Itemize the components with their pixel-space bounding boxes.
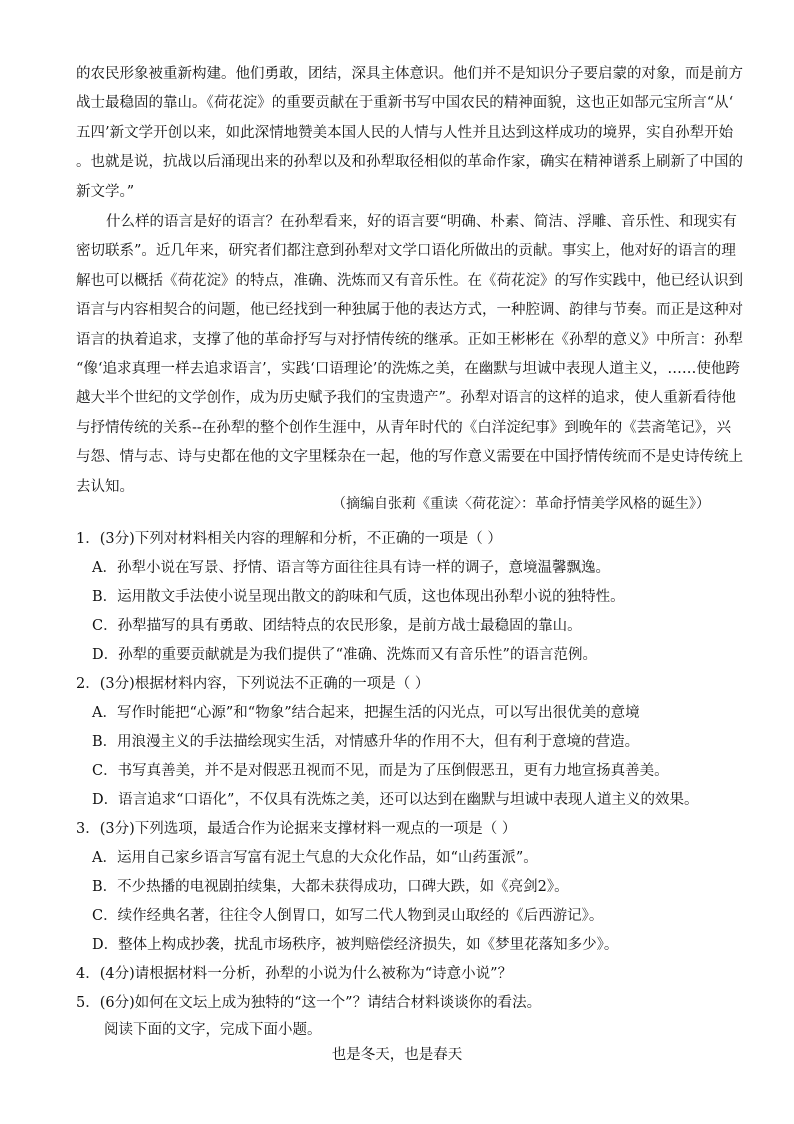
passage-line: 战士最稳固的靠山。《荷花淀》的重要贡献在于重新书写中国农民的精神面貌，这也正如郜元宝所言“从‘ [76,95,734,112]
passage-line: 语言的执着追求，支撑了他的革命抒写与对抒情传统的继承。正如王彬彬在《孙犁的意义》中所言：孙犁 [76,331,743,348]
passage-line: 语言与内容相契合的问题，他已经找到一种独属于他的表达方式，一种腔调、韵律与节奏。而正是这种对 [76,302,743,319]
passage-paragraph-1 [76,60,743,207]
passage-line: 什么样的语言是好的语言？在孙犁看来，好的语言要“明确、朴素、简洁、浮雕、音乐性、和现实有 [106,214,737,230]
question-2-option-d: D．语言追求“口语化”，不仅具有洗炼之美，还可以达到在幽默与坦诚中表现人道主义的效果。 [92,792,699,808]
passage-line: 解也可以概括《荷花淀》的特点，准确、洗炼而又有音乐性。在《荷花淀》的写作实践中，他已经认识到 [76,272,743,289]
question-1-option-b: B．运用散文手法使小说呈现出散文的韵味和气质，这也体现出孙犁小说的独特性。 [92,589,625,605]
question-4-stem: 4．(4分)请根据材料一分析，孙犁的小说为什么被称为“诗意小说”？ [76,966,513,982]
reading-title: 也是冬天，也是春天 [331,1047,463,1063]
question-3-stem: 3．(3分)下列选项，最适合作为论据来支撑材料一观点的一项是（ ） [76,821,517,837]
question-3-option-d: D．整体上构成抄袭，扰乱市场秩序，被判赔偿经济损失，如《梦里花落知多少》。 [92,937,619,953]
question-2-option-c: C．书写真善美，并不是对假恶丑视而不见，而是为了压倒假恶丑，更有力地宣扬真善美。 [92,763,669,779]
question-2-option-a: A．写作时能把“心源”和“物象”结合起来，把握生活的闪光点，可以写出很优美的意境 [92,705,640,721]
question-5-stem: 5．(6分)如何在文坛上成为独特的“这一个”？请结合材料谈谈你的看法。 [76,995,542,1011]
passage-line: “像‘追求真理一样去追求语言’，实践‘口语理论’的洗炼之美，在幽默与坦诚中表现人道主义，……使他跨 [76,361,740,378]
question-2-stem: 2．(3分)根据材料内容，下列说法不正确的一项是（ ） [76,676,430,692]
question-3-option-c: C．续作经典名著，往往令人倒胃口，如写二代人物到灵山取经的《后西游记》。 [92,908,604,924]
passage-line: 越大半个世纪的文学创作，成为历史赋予我们的宝贵遗产”。孙犁对语言的这样的追求，使人重新看待他 [76,390,736,407]
question-3-option-b: B．不少热播的电视剧拍续集，大都未获得成功，口碑大跌，如《亮剑2》。 [92,879,569,895]
passage-line: 五四’新文学开创以来，如此深情地赞美本国人民的人情与人性并且达到这样成功的境界，实自孙犁开始 [76,124,734,141]
question-1-option-c: C．孙犁描写的具有勇敢、团结特点的农民形象，是前方战士最稳固的靠山。 [92,618,582,634]
question-1-stem: 1．(3分)下列对材料相关内容的理解和分析，不正确的一项是（ ） [76,531,502,547]
passage-line: 的农民形象被重新构建。他们勇敢，团结，深具主体意识。他们并不是知识分子要启蒙的对象，而是前方 [76,66,743,82]
question-1-option-a: A．孙犁小说在写景、抒情、语言等方面往往具有诗一样的调子，意境温馨飘逸。 [92,560,610,576]
passage-line: 与怨、情与志、诗与史都在他的文字里糅杂在一起，他的写作意义需要在中国抒情传统而不是史诗传统上 [76,449,743,466]
question-3-option-a: A．运用自己家乡语言写富有泥土气息的大众化作品，如“山药蛋派”。 [92,850,538,866]
passage-line: 密切联系”。近几年来，研究者们都注意到孙犁对文学口语化所做出的贡献。事实上，他对好的语言的理 [76,243,736,260]
reading-instruction: 阅读下面的文字，完成下面小题。 [104,1022,322,1038]
question-2-option-b: B．用浪漫主义的手法描绘现实生活，对情感升华的作用不大，但有利于意境的营造。 [92,734,640,750]
passage-line: 去认知。 [76,478,134,495]
passage-line: 新文学。” [76,183,135,200]
source-citation: （摘编自张莉《重读〈荷花淀〉：革命抒情美学风格的诞生》） [332,496,710,512]
passage-line: 与抒情传统的关系--在孙犁的整个创作生涯中，从青年时代的《白洋淀纪事》到晚年的《芸斋笔记》，兴 [76,419,732,436]
question-1-option-d: D．孙犁的重要贡献就是为我们提供了“准确、洗炼而又有音乐性”的语言范例。 [92,647,597,663]
passage-line: 。也就是说，抗战以后涌现出来的孙犁以及和孙犁取径相似的革命作家，确实在精神谱系上刷新了中国的 [76,154,743,171]
passage-paragraph-2 [76,208,743,502]
